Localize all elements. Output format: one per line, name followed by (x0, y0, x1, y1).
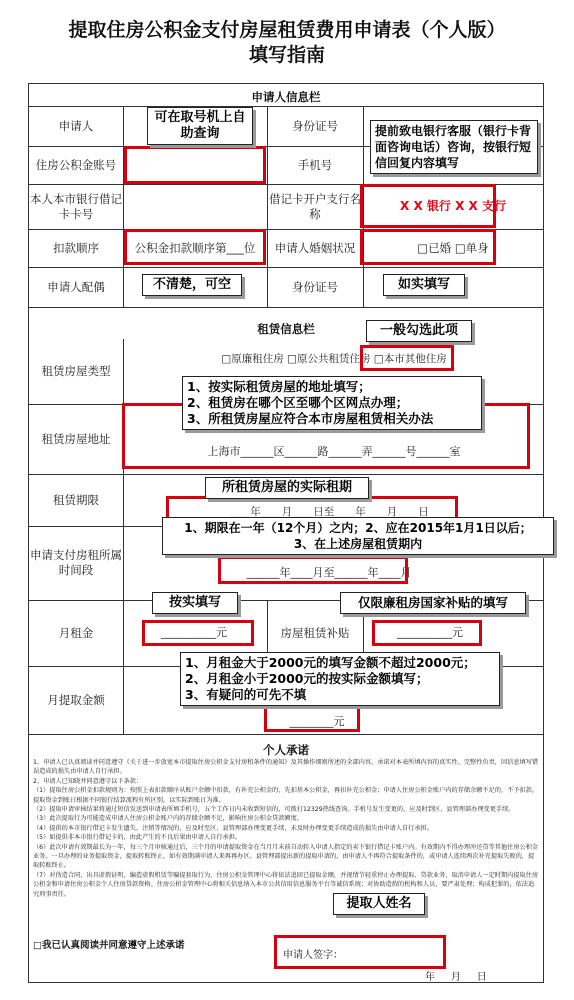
highlight-monthly-withdraw (264, 704, 360, 732)
agree-checkbox[interactable]: □我已认真阅读并同意遵守上述承诺 (33, 940, 185, 951)
label-bank-branch: 借记卡开户支行名称 (269, 191, 361, 221)
label-applicant: 申请人 (58, 118, 94, 133)
label-fund-account: 住房公积金账号 (35, 157, 117, 172)
highlight-marital-status (360, 229, 496, 265)
highlight-signature (274, 935, 446, 969)
field-rental-period[interactable]: ____年____月____日至____年____月____日 (229, 505, 429, 518)
label-spouse-id: 身份证号 (292, 279, 338, 294)
callout-period-hint: 所租赁房屋的实际租期 (205, 477, 369, 499)
field-monthly-rent[interactable]: __________元 (161, 625, 227, 639)
label-monthly-withdraw: 月提取金额 (47, 692, 105, 707)
highlight-rental-type (360, 345, 454, 371)
callout-spouse: 不清楚，可空 (142, 274, 242, 296)
callout-bank-hotline: 提前致电银行客服（银行卡背面咨询电话）咨询，按银行短信回复内容填写 (370, 120, 538, 174)
callout-rent-hint: 按实填写 (152, 592, 238, 614)
label-monthly-rent: 月租金 (58, 625, 94, 640)
field-apply-period[interactable]: ______年____月至______年____月 (246, 565, 412, 579)
highlight-monthly-rent (142, 620, 254, 646)
sign-date: 年 月 日 (425, 972, 487, 983)
highlight-rental-subsidy (372, 620, 482, 646)
label-rental-address: 租赁房屋地址 (41, 431, 111, 446)
callout-apply-hint: 1、期限在一年（12个月）之内；2、应在2015年1月1日以后； 3、在上述房屋租赁期内 (162, 517, 554, 555)
field-deduction-order[interactable]: 公积金扣款顺序第___位 (134, 240, 256, 255)
label-rental-subsidy: 房屋租赁补贴 (280, 625, 350, 640)
label-spouse: 申请人配偶 (47, 279, 105, 294)
pledge-text: 1、申请人已认真阅读并同意遵守《关于进一步放宽本市提取住房公积金支付房租条件的通知》及其操作细则所述的全部内容，承诺对本表所填内容的真实性、完整性负责，因信息填写错误造成的损失由申请人自行承担。 2、申请人已知晓并同意遵守以下条款： （1）提取住房公积金扣款规则为：按照上表扣款顺序从账户余额中扣款，有补充公积金的，先扣基本公积金，再扣补充公积金；申请人住房公积金账户内的存储余额不足的，不予扣款。提取资金到账日根据不同银行结算流程有所区别，以实际到账日为准。 （2）提取申请审核结果将通过短信发送到申请表所填手机号，五个工作日内未收到短信的，可拨打12329热线查询。手机号发生变更的，应及时到区、县管理部办理变更手续。 （3）此次提取行为可能造成申请人住房公积金账户内的存储余额不足，影响住房公积金贷款额度。 （4）提供的本市银行借记卡发生遗失、注销等情况的，应及时至区、县管理部办理变更手续，未及时办理变更手续造成的损失由申请人自行承担。 （5）如提供非本市银行借记卡的，由此产生的不良后果由申请人自行承担。 （6）此次申请有效期最长为一年，每三个月审核通过后，三个月的申请提取资金在当月月末前自动转入申请人指定的卖下银行借记卡账户内。有效期内不得办理冲还贷等其他住房公积金业务。一旦办理的业务提取资金，提取转账终止，如有效期满申请人来再再办区、县管理部提出新的提取申请的，由申请人不再符合提取条件的，或申请人连续两次补充提取失败的，提取转账终止。 （7）对伪造合同、出具虚假证明，编造虚假租赁等骗提套取行为，住房公积金管理中心将依法追回已提取金额，并视情节轻重停止办理提取、贷款业务，取消申请人一定时期内提取住房公积金和申请住房公积金个人住房贷款资格。住房公积金管理中心将相关信息纳入本市公共信用信息服务平台等诚信系统；对协助造假的机构和人员，要严肃处理；构成犯罪的，依法追究刑事责任。 (33, 759, 539, 898)
page-title: 提取住房公积金支付房屋租赁费用申请表（个人版） 填写指南 (68, 19, 506, 66)
field-rental-type[interactable]: □原廉租住房 □原公共租赁住房 □本市其他住房 (221, 352, 447, 365)
label-debit-card: 本人本市银行借记卡卡号 (30, 191, 122, 221)
label-rental-period: 租赁期限 (53, 492, 99, 507)
callout-self-service: 可在取号机上自助查询 (147, 107, 253, 145)
section-pledge: 个人承诺 (263, 743, 309, 757)
highlight-bank-branch (360, 184, 496, 228)
label-id-number: 身份证号 (292, 118, 338, 133)
field-rental-subsidy[interactable]: __________元 (397, 625, 463, 639)
field-monthly-withdraw[interactable]: ________元 (289, 714, 345, 728)
highlight-fund-account (124, 146, 266, 184)
callout-type-hint: 一般勾选此项 (366, 320, 472, 342)
highlight-deduction-order (124, 229, 266, 265)
field-rental-address[interactable]: 上海市______区______路______弄______号______室 (207, 444, 461, 458)
callout-sign-hint: 提取人姓名 (333, 893, 425, 915)
field-debit-card[interactable] (125, 186, 265, 227)
field-bank-branch[interactable]: X X 银行 X X 支行 (400, 199, 506, 213)
label-apply-period: 申请支付房租所属时间段 (30, 548, 122, 577)
section-applicant: 申请人信息栏 (251, 90, 321, 104)
signature-label: 申请人签字： (283, 950, 343, 961)
callout-withdraw-hint: 1、月租金大于2000元的填写金额不超过2000元； 2、月租金小于2000元的按实际金额填写； 3、有疑问的可先不填 (180, 652, 500, 706)
callout-address-hint: 1、按实际租赁房屋的地址填写； 2、租赁房在哪个区至哪个区网点办理； 3、所租赁房屋应符合本市房屋租赁相关办法 (182, 376, 482, 430)
highlight-apply-period (218, 556, 408, 584)
field-marital-status[interactable]: □已婚 □单身 (417, 240, 489, 255)
callout-subsidy-hint: 仅限廉租房国家补贴的填写 (340, 592, 526, 614)
callout-fill-truthfully: 如实填写 (383, 274, 465, 296)
label-rental-type: 租赁房屋类型 (41, 364, 111, 378)
label-deduction-order: 扣款顺序 (53, 240, 99, 255)
label-marital-status: 申请人婚姻状况 (274, 240, 356, 255)
label-phone: 手机号 (297, 157, 333, 172)
section-rental: 租赁信息栏 (257, 322, 315, 336)
divider (29, 307, 543, 308)
divider (29, 734, 543, 735)
